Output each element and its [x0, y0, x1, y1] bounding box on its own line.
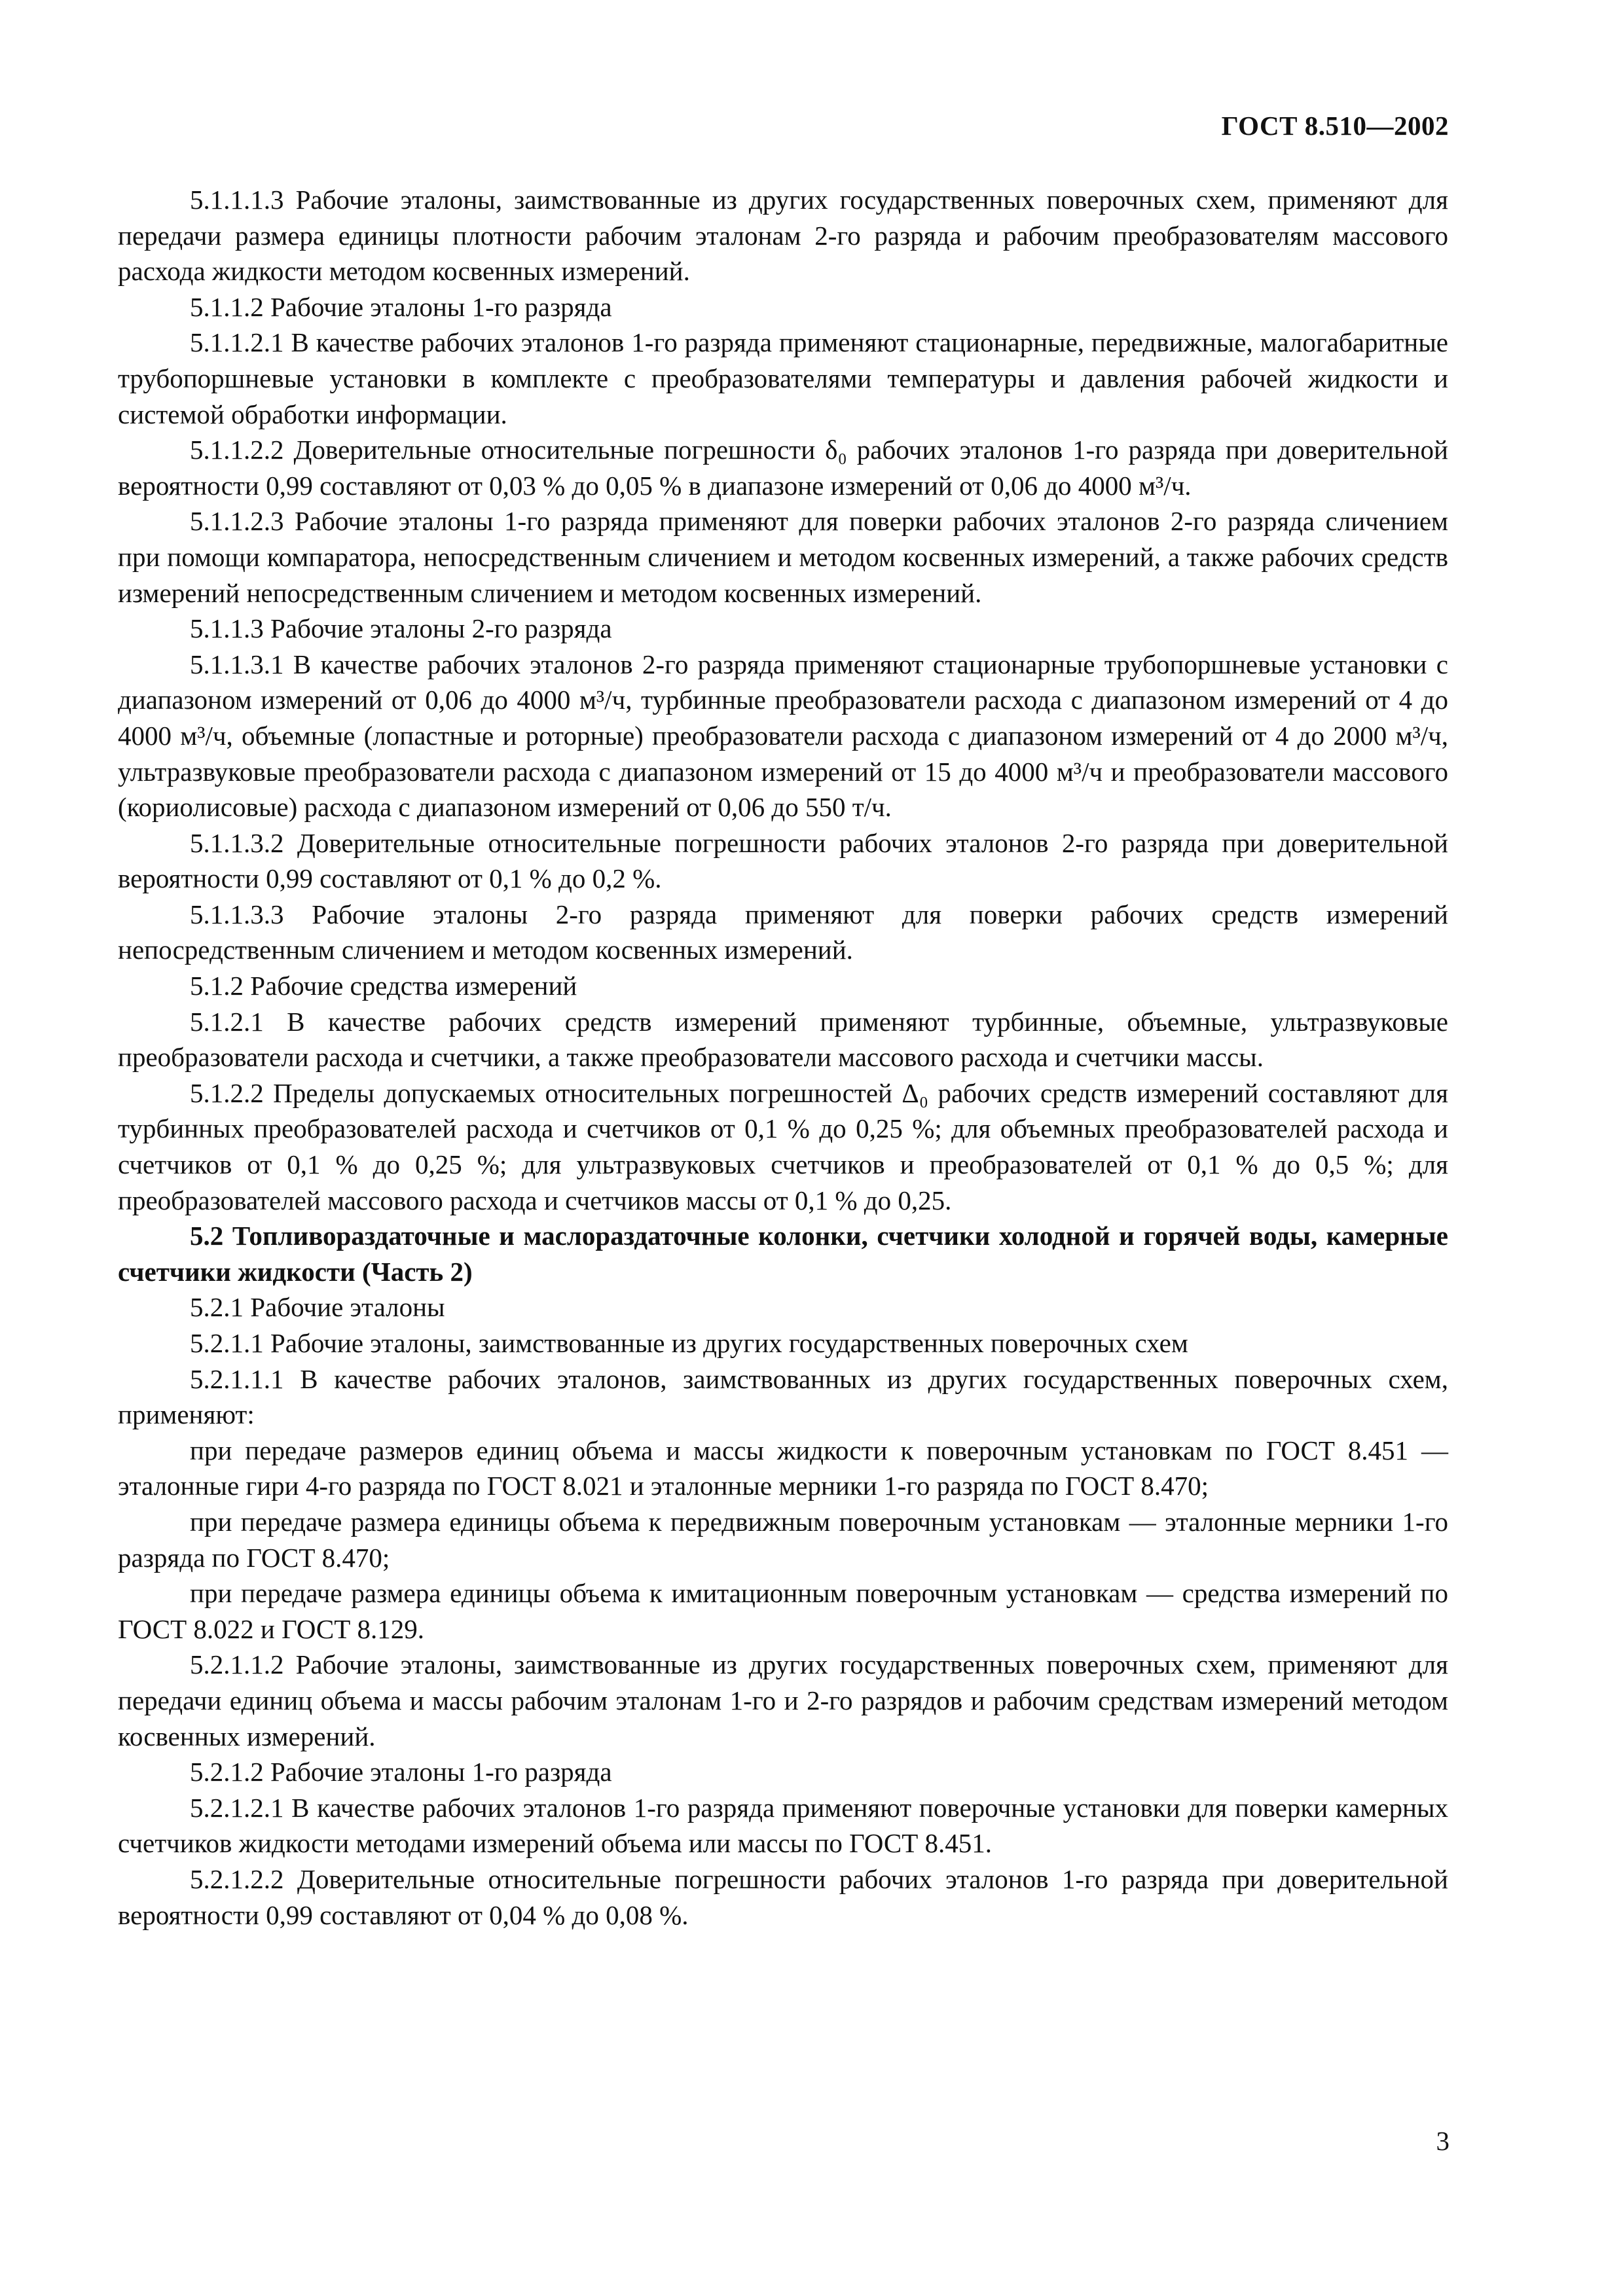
section-heading: 5.1.2 Рабочие средства измерений	[190, 971, 577, 1001]
paragraph: 5.1.1.2.3 Рабочие эталоны 1-го разряда применяют для поверки рабочих эталонов 2-го разряда сличением при помощи компаратора, непосредственным сличением и методом косвенных измерений, а также рабочих средств измерений непосредственным сличением и методом косвенных измерений.	[118, 506, 1448, 608]
paragraph: 5.1.1.3.2 Доверительные относительные погрешности рабочих эталонов 2-го разряда при доверительной вероятности 0,99 составляют от 0,1 % до 0,2 %.	[118, 827, 1448, 894]
paragraph: 5.1.1.2.2 Доверительные относительные погрешности δ₀ рабочих эталонов 1-го разряда при доверительной вероятности 0,99 составляют от 0,03 % до 0,05 % в диапазоне измерений от 0,06 до 4000 м³/ч.	[118, 435, 1448, 501]
document-code-header: ГОСТ 8.510—2002	[1221, 111, 1449, 141]
section-heading: 5.2.1.1 Рабочие эталоны, заимствованные из других государственных поверочных схем	[190, 1328, 1188, 1358]
paragraph: 5.1.1.2.1 В качестве рабочих эталонов 1-го разряда применяют стационарные, передвижные, малогабаритные трубопоршневые установки в комплекте с преобразователями температуры и давления рабочей жидкости и системой обработки информации.	[118, 327, 1448, 429]
section-heading: 5.1.1.2 Рабочие эталоны 1-го разряда	[190, 291, 612, 322]
paragraph: 5.1.1.1.3 Рабочие эталоны, заимствованные из других государственных поверочных схем, применяют для передачи размера единицы плотности рабочим эталонам 2-го разряда и рабочим преобразователям массового расхода жидкости методом косвенных измерений.	[118, 185, 1448, 287]
paragraph: 5.1.2.1 В качестве рабочих средств измерений применяют турбинные, объемные, ультразвуковые преобразователи расхода и счетчики, а также преобразователи массового расхода и счетчики массы.	[118, 1006, 1448, 1073]
document-body	[118, 182, 1448, 1933]
paragraph: 5.2.1.2.1 В качестве рабочих эталонов 1-го разряда применяют поверочные установки для поверки камерных счетчиков жидкости методами измерений объема или массы по ГОСТ 8.451.	[118, 1792, 1448, 1859]
section-heading: 5.1.1.3 Рабочие эталоны 2-го разряда	[190, 613, 612, 644]
paragraph: 5.1.1.3.1 В качестве рабочих эталонов 2-го разряда применяют стационарные трубопоршневые установки с диапазоном измерений от 0,06 до 4000 м³/ч, турбинные преобразователи расхода с диапазоном измерений от 4 до 4000 м³/ч, объемные (лопастные и роторные) преобразователи расхода с диапазоном измерений от 4 до 2000 м³/ч, ультразвуковые преобразователи расхода с диапазоном измерений от 15 до 4000 м³/ч и преобразователи массового (кориолисовые) расхода с диапазоном измерений от 0,06 до 550 т/ч.	[118, 649, 1448, 823]
section-heading: 5.2.1.2 Рабочие эталоны 1-го разряда	[190, 1757, 612, 1787]
paragraph: 5.2.1.1.1 В качестве рабочих эталонов, заимствованных из других государственных поверочных схем, применяют:	[118, 1363, 1448, 1430]
paragraph: 5.2.1.2.2 Доверительные относительные погрешности рабочих эталонов 1-го разряда при доверительной вероятности 0,99 составляют от 0,04 % до 0,08 %.	[118, 1863, 1448, 1930]
chapter-heading: 5.2 Топливораздаточные и маслораздаточные колонки, счетчики холодной и горячей воды, камерные счетчики жидкости (Часть 2)	[118, 1221, 1448, 1287]
list-item: при передаче размера единицы объема к передвижным поверочным установкам — эталонные мерники 1-го разряда по ГОСТ 8.470;	[118, 1506, 1448, 1573]
section-heading: 5.2.1 Рабочие эталоны	[190, 1292, 445, 1323]
paragraph: 5.2.1.1.2 Рабочие эталоны, заимствованные из других государственных поверочных схем, применяют для передачи единиц объема и массы рабочим эталонам 1-го и 2-го разрядов и рабочим средствам измерений методом косвенных измерений.	[118, 1649, 1448, 1751]
page-number: 3	[1436, 2126, 1450, 2156]
list-item: при передаче размера единицы объема к имитационным поверочным установкам — средства измерений по ГОСТ 8.022 и ГОСТ 8.129.	[118, 1578, 1448, 1644]
list-item: при передаче размеров единиц объема и массы жидкости к поверочным установкам по ГОСТ 8.451 — эталонные гири 4-го разряда по ГОСТ 8.021 и эталонные мерники 1-го разряда по ГОСТ 8.470;	[118, 1435, 1448, 1501]
paragraph: 5.1.2.2 Пределы допускаемых относительных погрешностей Δ₀ рабочих средств измерений составляют для турбинных преобразователей расхода и счетчиков от 0,1 % до 0,25 %; для объемных преобразователей расхода и счетчиков от 0,1 % до 0,25 %; для ультразвуковых счетчиков и преобразователей от 0,1 % до 0,5 %; для преобразователей массового расхода и счетчиков массы от 0,1 % до 0,25.	[118, 1077, 1448, 1215]
paragraph: 5.1.1.3.3 Рабочие эталоны 2-го разряда применяют для поверки рабочих средств измерений непосредственным сличением и методом косвенных измерений.	[118, 899, 1448, 965]
